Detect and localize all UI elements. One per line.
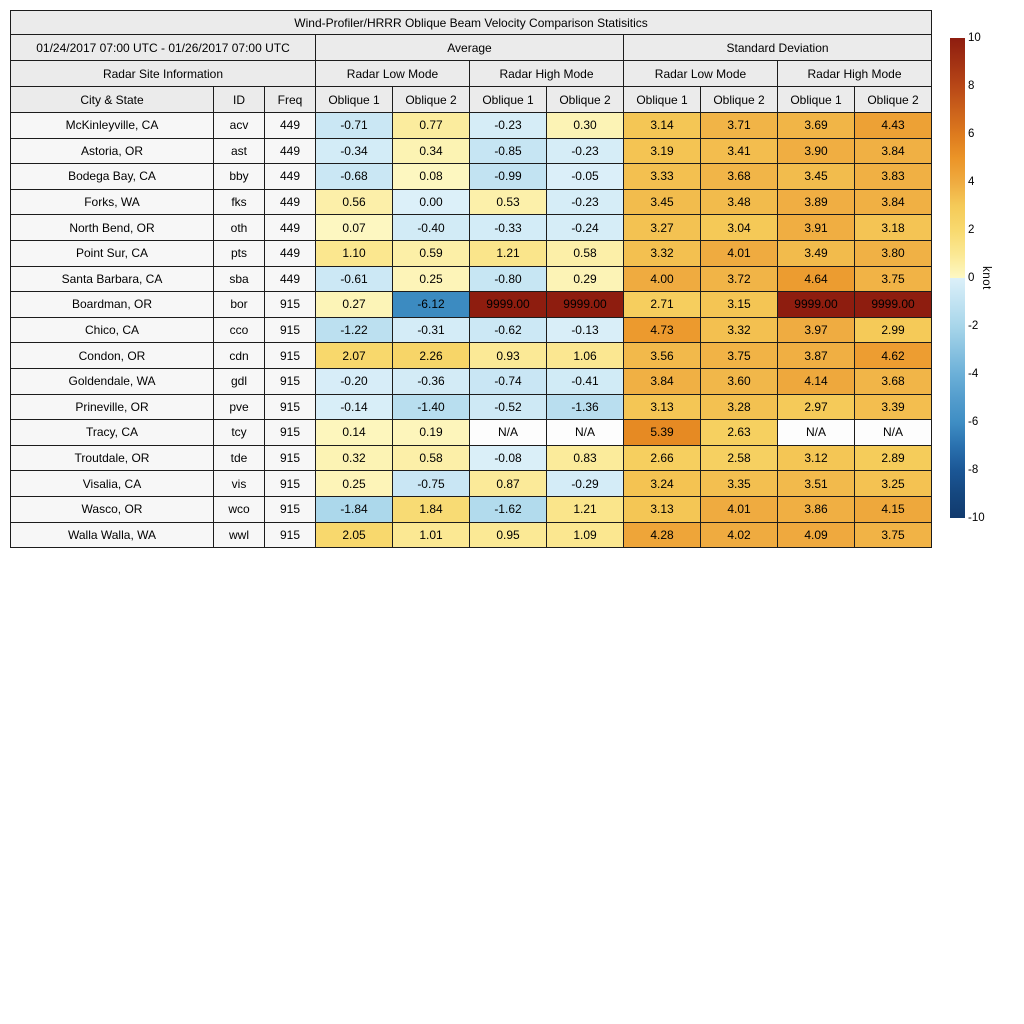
value-cell: 4.73 bbox=[624, 317, 701, 343]
value-cell: 4.01 bbox=[701, 496, 778, 522]
value-cell: 0.30 bbox=[547, 113, 624, 139]
table-title: Wind-Profiler/HRRR Oblique Beam Velocity Comparison Statisitics bbox=[11, 11, 932, 35]
table-row bbox=[11, 496, 932, 522]
col-header-oblique1: Oblique 1 bbox=[624, 87, 701, 113]
value-cell: -0.33 bbox=[470, 215, 547, 241]
value-cell: -0.05 bbox=[547, 164, 624, 190]
id-cell: wco bbox=[214, 496, 265, 522]
avg-high-mode-header: Radar High Mode bbox=[470, 61, 624, 87]
value-cell: 0.08 bbox=[393, 164, 470, 190]
value-cell: 0.27 bbox=[316, 292, 393, 318]
freq-cell: 915 bbox=[265, 317, 316, 343]
col-header-oblique1: Oblique 1 bbox=[778, 87, 855, 113]
value-cell: 3.14 bbox=[624, 113, 701, 139]
value-cell: 0.77 bbox=[393, 113, 470, 139]
table-row bbox=[11, 343, 932, 369]
value-cell: 3.33 bbox=[624, 164, 701, 190]
id-cell: pve bbox=[214, 394, 265, 420]
std-high-mode-header: Radar High Mode bbox=[778, 61, 932, 87]
table-row bbox=[11, 215, 932, 241]
value-cell: 0.25 bbox=[393, 266, 470, 292]
city-cell: Troutdale, OR bbox=[11, 445, 214, 471]
value-cell: 3.13 bbox=[624, 394, 701, 420]
value-cell: 1.09 bbox=[547, 522, 624, 548]
table-row bbox=[11, 189, 932, 215]
value-cell: -1.36 bbox=[547, 394, 624, 420]
value-cell: 3.18 bbox=[855, 215, 932, 241]
id-cell: sba bbox=[214, 266, 265, 292]
value-cell: 3.41 bbox=[701, 138, 778, 164]
value-cell: 2.99 bbox=[855, 317, 932, 343]
value-cell: 0.34 bbox=[393, 138, 470, 164]
colorbar-tick-label: 6 bbox=[968, 128, 975, 140]
colorbar-tick-label: 4 bbox=[968, 176, 975, 188]
id-cell: wwl bbox=[214, 522, 265, 548]
value-cell: 4.43 bbox=[855, 113, 932, 139]
value-cell: -0.99 bbox=[470, 164, 547, 190]
value-cell: 0.29 bbox=[547, 266, 624, 292]
value-cell: -0.24 bbox=[547, 215, 624, 241]
value-cell: 2.58 bbox=[701, 445, 778, 471]
value-cell: -0.23 bbox=[470, 113, 547, 139]
city-cell: McKinleyville, CA bbox=[11, 113, 214, 139]
value-cell: -0.74 bbox=[470, 368, 547, 394]
city-cell: Visalia, CA bbox=[11, 471, 214, 497]
value-cell: 0.83 bbox=[547, 445, 624, 471]
value-cell: 3.27 bbox=[624, 215, 701, 241]
value-cell: 1.06 bbox=[547, 343, 624, 369]
value-cell: 0.25 bbox=[316, 471, 393, 497]
value-cell: -0.40 bbox=[393, 215, 470, 241]
colorbar-tick-label: -6 bbox=[968, 416, 979, 428]
value-cell: 3.25 bbox=[855, 471, 932, 497]
city-cell: Prineville, OR bbox=[11, 394, 214, 420]
col-header-oblique2: Oblique 2 bbox=[393, 87, 470, 113]
value-cell: 1.21 bbox=[470, 240, 547, 266]
city-cell: Point Sur, CA bbox=[11, 240, 214, 266]
value-cell: 0.58 bbox=[547, 240, 624, 266]
value-cell: 0.95 bbox=[470, 522, 547, 548]
colorbar-tick-label: 10 bbox=[968, 32, 981, 44]
colorbar-unit-label: knot bbox=[980, 266, 992, 290]
value-cell: 0.00 bbox=[393, 189, 470, 215]
value-cell: 3.60 bbox=[701, 368, 778, 394]
freq-cell: 449 bbox=[265, 164, 316, 190]
table-row bbox=[11, 368, 932, 394]
colorbar-tick-label: -2 bbox=[968, 320, 979, 332]
value-cell: -0.14 bbox=[316, 394, 393, 420]
table-row bbox=[11, 240, 932, 266]
value-cell: 3.75 bbox=[855, 522, 932, 548]
table-row bbox=[11, 471, 932, 497]
freq-cell: 449 bbox=[265, 240, 316, 266]
value-cell: 3.89 bbox=[778, 189, 855, 215]
value-cell: 9999.00 bbox=[470, 292, 547, 318]
col-header-oblique1: Oblique 1 bbox=[470, 87, 547, 113]
value-cell: 0.93 bbox=[470, 343, 547, 369]
value-cell: 3.84 bbox=[855, 189, 932, 215]
value-cell: 3.84 bbox=[855, 138, 932, 164]
value-cell: 9999.00 bbox=[547, 292, 624, 318]
col-header-oblique2: Oblique 2 bbox=[547, 87, 624, 113]
value-cell: 0.14 bbox=[316, 420, 393, 446]
colorbar bbox=[950, 38, 965, 518]
id-cell: ast bbox=[214, 138, 265, 164]
id-cell: vis bbox=[214, 471, 265, 497]
value-cell: 0.53 bbox=[470, 189, 547, 215]
value-cell: 3.97 bbox=[778, 317, 855, 343]
value-cell: 3.83 bbox=[855, 164, 932, 190]
city-cell: Goldendale, WA bbox=[11, 368, 214, 394]
value-cell: 3.49 bbox=[778, 240, 855, 266]
city-cell: Walla Walla, WA bbox=[11, 522, 214, 548]
value-cell: 1.01 bbox=[393, 522, 470, 548]
table-row bbox=[11, 420, 932, 446]
id-cell: tcy bbox=[214, 420, 265, 446]
value-cell: 3.32 bbox=[624, 240, 701, 266]
col-header-oblique2: Oblique 2 bbox=[701, 87, 778, 113]
value-cell: 3.56 bbox=[624, 343, 701, 369]
freq-cell: 915 bbox=[265, 343, 316, 369]
city-cell: Chico, CA bbox=[11, 317, 214, 343]
value-cell: -0.23 bbox=[547, 189, 624, 215]
id-cell: bby bbox=[214, 164, 265, 190]
value-cell: 3.86 bbox=[778, 496, 855, 522]
value-cell: 4.14 bbox=[778, 368, 855, 394]
value-cell: 3.84 bbox=[624, 368, 701, 394]
value-cell: -0.29 bbox=[547, 471, 624, 497]
value-cell: -0.62 bbox=[470, 317, 547, 343]
colorbar-tick-label: -10 bbox=[968, 512, 985, 524]
value-cell: -0.80 bbox=[470, 266, 547, 292]
avg-low-mode-header: Radar Low Mode bbox=[316, 61, 470, 87]
table-row bbox=[11, 317, 932, 343]
value-cell: 3.04 bbox=[701, 215, 778, 241]
value-cell: -1.84 bbox=[316, 496, 393, 522]
value-cell: 3.19 bbox=[624, 138, 701, 164]
site-info-header: Radar Site Information bbox=[11, 61, 316, 87]
freq-cell: 915 bbox=[265, 394, 316, 420]
city-cell: Wasco, OR bbox=[11, 496, 214, 522]
statistics-table bbox=[10, 10, 932, 548]
city-cell: Astoria, OR bbox=[11, 138, 214, 164]
freq-cell: 915 bbox=[265, 420, 316, 446]
freq-cell: 915 bbox=[265, 292, 316, 318]
value-cell: 3.75 bbox=[701, 343, 778, 369]
table-row bbox=[11, 113, 932, 139]
value-cell: 3.45 bbox=[624, 189, 701, 215]
value-cell: -0.68 bbox=[316, 164, 393, 190]
value-cell: 3.24 bbox=[624, 471, 701, 497]
value-cell: 3.45 bbox=[778, 164, 855, 190]
value-cell: -0.08 bbox=[470, 445, 547, 471]
value-cell: 3.80 bbox=[855, 240, 932, 266]
value-cell: 3.75 bbox=[855, 266, 932, 292]
value-cell: 3.69 bbox=[778, 113, 855, 139]
colorbar-tick-label: -8 bbox=[968, 464, 979, 476]
value-cell: 0.19 bbox=[393, 420, 470, 446]
value-cell: -0.85 bbox=[470, 138, 547, 164]
value-cell: 0.32 bbox=[316, 445, 393, 471]
value-cell: -0.61 bbox=[316, 266, 393, 292]
freq-cell: 915 bbox=[265, 522, 316, 548]
freq-cell: 449 bbox=[265, 138, 316, 164]
value-cell: -0.75 bbox=[393, 471, 470, 497]
col-header-freq: Freq bbox=[265, 87, 316, 113]
table-row bbox=[11, 394, 932, 420]
value-cell: 5.39 bbox=[624, 420, 701, 446]
value-cell: 3.91 bbox=[778, 215, 855, 241]
value-cell: 1.10 bbox=[316, 240, 393, 266]
value-cell: 0.58 bbox=[393, 445, 470, 471]
value-cell: 1.21 bbox=[547, 496, 624, 522]
value-cell: 3.90 bbox=[778, 138, 855, 164]
date-range: 01/24/2017 07:00 UTC - 01/26/2017 07:00 UTC bbox=[11, 35, 316, 61]
city-cell: Condon, OR bbox=[11, 343, 214, 369]
value-cell: 4.02 bbox=[701, 522, 778, 548]
value-cell: 3.15 bbox=[701, 292, 778, 318]
col-header-oblique2: Oblique 2 bbox=[855, 87, 932, 113]
value-cell: 3.68 bbox=[701, 164, 778, 190]
value-cell: 3.87 bbox=[778, 343, 855, 369]
value-cell: -0.20 bbox=[316, 368, 393, 394]
value-cell: 3.48 bbox=[701, 189, 778, 215]
group-header-average: Average bbox=[316, 35, 624, 61]
value-cell: 3.51 bbox=[778, 471, 855, 497]
col-header-city-state: City & State bbox=[11, 87, 214, 113]
city-cell: Forks, WA bbox=[11, 189, 214, 215]
value-cell: 9999.00 bbox=[855, 292, 932, 318]
freq-cell: 449 bbox=[265, 113, 316, 139]
value-cell: 0.87 bbox=[470, 471, 547, 497]
value-cell: -0.52 bbox=[470, 394, 547, 420]
city-cell: Tracy, CA bbox=[11, 420, 214, 446]
colorbar-tick-label: 8 bbox=[968, 80, 975, 92]
id-cell: bor bbox=[214, 292, 265, 318]
freq-cell: 915 bbox=[265, 471, 316, 497]
value-cell: -1.22 bbox=[316, 317, 393, 343]
value-cell: 4.01 bbox=[701, 240, 778, 266]
value-cell: 2.07 bbox=[316, 343, 393, 369]
value-cell: 2.66 bbox=[624, 445, 701, 471]
value-cell: 3.35 bbox=[701, 471, 778, 497]
value-cell: 9999.00 bbox=[778, 292, 855, 318]
value-cell: N/A bbox=[470, 420, 547, 446]
id-cell: oth bbox=[214, 215, 265, 241]
value-cell: 0.07 bbox=[316, 215, 393, 241]
value-cell: 2.63 bbox=[701, 420, 778, 446]
id-cell: acv bbox=[214, 113, 265, 139]
freq-cell: 915 bbox=[265, 368, 316, 394]
table-row bbox=[11, 266, 932, 292]
value-cell: -0.23 bbox=[547, 138, 624, 164]
value-cell: N/A bbox=[855, 420, 932, 446]
value-cell: 3.32 bbox=[701, 317, 778, 343]
colorbar-tick-label: -4 bbox=[968, 368, 979, 380]
value-cell: 3.68 bbox=[855, 368, 932, 394]
value-cell: -1.62 bbox=[470, 496, 547, 522]
value-cell: -1.40 bbox=[393, 394, 470, 420]
value-cell: -0.36 bbox=[393, 368, 470, 394]
value-cell: 4.62 bbox=[855, 343, 932, 369]
value-cell: N/A bbox=[547, 420, 624, 446]
value-cell: 0.59 bbox=[393, 240, 470, 266]
group-header-standard-deviation: Standard Deviation bbox=[624, 35, 932, 61]
value-cell: 4.00 bbox=[624, 266, 701, 292]
value-cell: -0.13 bbox=[547, 317, 624, 343]
city-cell: Bodega Bay, CA bbox=[11, 164, 214, 190]
std-low-mode-header: Radar Low Mode bbox=[624, 61, 778, 87]
freq-cell: 449 bbox=[265, 215, 316, 241]
value-cell: 3.28 bbox=[701, 394, 778, 420]
value-cell: 2.89 bbox=[855, 445, 932, 471]
value-cell: 3.13 bbox=[624, 496, 701, 522]
freq-cell: 449 bbox=[265, 189, 316, 215]
id-cell: pts bbox=[214, 240, 265, 266]
value-cell: 3.12 bbox=[778, 445, 855, 471]
value-cell: 4.09 bbox=[778, 522, 855, 548]
colorbar-tick-label: 0 bbox=[968, 272, 975, 284]
table-row bbox=[11, 164, 932, 190]
freq-cell: 915 bbox=[265, 496, 316, 522]
value-cell: 4.15 bbox=[855, 496, 932, 522]
value-cell: -0.41 bbox=[547, 368, 624, 394]
id-cell: cdn bbox=[214, 343, 265, 369]
id-cell: gdl bbox=[214, 368, 265, 394]
value-cell: 2.05 bbox=[316, 522, 393, 548]
value-cell: 0.56 bbox=[316, 189, 393, 215]
value-cell: 3.39 bbox=[855, 394, 932, 420]
table-row bbox=[11, 445, 932, 471]
value-cell: 4.64 bbox=[778, 266, 855, 292]
city-cell: North Bend, OR bbox=[11, 215, 214, 241]
value-cell: 3.71 bbox=[701, 113, 778, 139]
value-cell: 3.72 bbox=[701, 266, 778, 292]
value-cell: -0.71 bbox=[316, 113, 393, 139]
id-cell: tde bbox=[214, 445, 265, 471]
city-cell: Santa Barbara, CA bbox=[11, 266, 214, 292]
city-cell: Boardman, OR bbox=[11, 292, 214, 318]
value-cell: 2.71 bbox=[624, 292, 701, 318]
table-row bbox=[11, 292, 932, 318]
freq-cell: 915 bbox=[265, 445, 316, 471]
value-cell: -0.34 bbox=[316, 138, 393, 164]
value-cell: -0.31 bbox=[393, 317, 470, 343]
colorbar-tick-label: 2 bbox=[968, 224, 975, 236]
id-cell: fks bbox=[214, 189, 265, 215]
table-row bbox=[11, 138, 932, 164]
value-cell: N/A bbox=[778, 420, 855, 446]
value-cell: 2.97 bbox=[778, 394, 855, 420]
col-header-oblique1: Oblique 1 bbox=[316, 87, 393, 113]
id-cell: cco bbox=[214, 317, 265, 343]
value-cell: 4.28 bbox=[624, 522, 701, 548]
freq-cell: 449 bbox=[265, 266, 316, 292]
table-row bbox=[11, 522, 932, 548]
value-cell: 1.84 bbox=[393, 496, 470, 522]
value-cell: -6.12 bbox=[393, 292, 470, 318]
col-header-id: ID bbox=[214, 87, 265, 113]
value-cell: 2.26 bbox=[393, 343, 470, 369]
